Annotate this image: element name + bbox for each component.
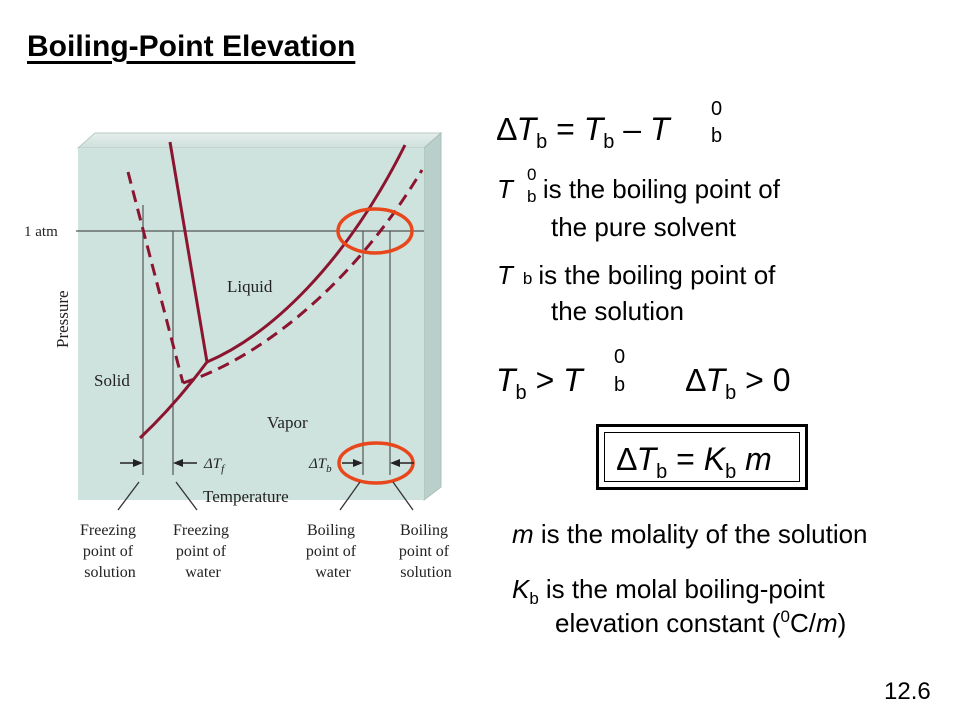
solution-note: Tb is the boiling point of — [497, 260, 776, 290]
panel-side-face — [424, 133, 441, 500]
freezing-water-l3: water — [185, 564, 221, 581]
delta-tf-label: ΔT — [204, 456, 222, 472]
pure-solvent-note: T is the boiling point of — [497, 174, 780, 204]
boiling-solution-l3: solution — [400, 564, 452, 581]
top-eq-superscript: 0 — [711, 98, 723, 120]
slide-number: 12.6 — [884, 678, 931, 705]
slide-title: Boiling-Point Elevation — [27, 30, 356, 63]
svg-text:Boiling point of s — [399, 522, 453, 581]
inequality-subscript: b — [614, 374, 626, 396]
delta-tb-label: ΔT — [309, 456, 327, 472]
freezing-solution-l1: Freezing — [80, 522, 136, 539]
liquid-label: Liquid — [227, 277, 273, 296]
top-eq-subscript: b — [711, 125, 723, 147]
vapor-label: Vapor — [267, 413, 308, 432]
pressure-axis-label: Pressure — [53, 290, 72, 348]
pure-solvent-subscript: b — [527, 187, 537, 206]
freezing-water-l2: point of — [175, 543, 227, 560]
solid-label: Solid — [94, 371, 130, 390]
boiling-water-l1: Boiling — [306, 522, 356, 539]
boiling-water-l2: point of — [305, 543, 357, 560]
inequality-superscript: 0 — [614, 346, 626, 368]
solution-note-line2: the solution — [551, 296, 684, 326]
temperature-axis-label: Temperature — [203, 487, 289, 506]
boiling-solution-l2: point of — [398, 543, 450, 560]
pure-solvent-note-line2: the pure solvent — [551, 212, 737, 242]
panel-front-face — [78, 148, 424, 500]
kb-note-line2: elevation constant ($^0$C/m) — [555, 607, 847, 638]
phase-diagram — [20, 125, 465, 595]
boxed-equation: $\Delta T_b = K_b$ m — [596, 424, 808, 490]
freezing-water-l1: Freezing — [173, 522, 229, 539]
delta-tb-definition: $\Delta T_b = T_b - T$ — [497, 111, 670, 153]
svg-text:Freezing point of — [80, 522, 140, 581]
boiling-solution-l1: Boiling — [399, 522, 449, 539]
freezing-solution-l3: solution — [84, 564, 136, 581]
molality-note: m is the molality of the solution — [512, 519, 868, 549]
delta-tb-sub: b — [326, 463, 332, 475]
delta-tb-positive: $\Delta T_b > 0$ — [686, 362, 791, 404]
one-atm-label: 1 atm — [24, 224, 58, 240]
kb-note: $K_b$ is the molal boiling-point — [512, 574, 825, 608]
boiling-water-l3: water — [315, 564, 351, 581]
freezing-solution-l2: point of — [82, 543, 134, 560]
svg-text:Boiling point of w — [306, 522, 360, 581]
tb-greater-inequality: $T_b > T$ — [496, 362, 583, 404]
delta-tf-sub: f — [221, 463, 225, 475]
pure-solvent-superscript: 0 — [527, 165, 537, 184]
panel-top-face — [78, 133, 441, 148]
svg-text:Freezing point of — [173, 522, 233, 581]
